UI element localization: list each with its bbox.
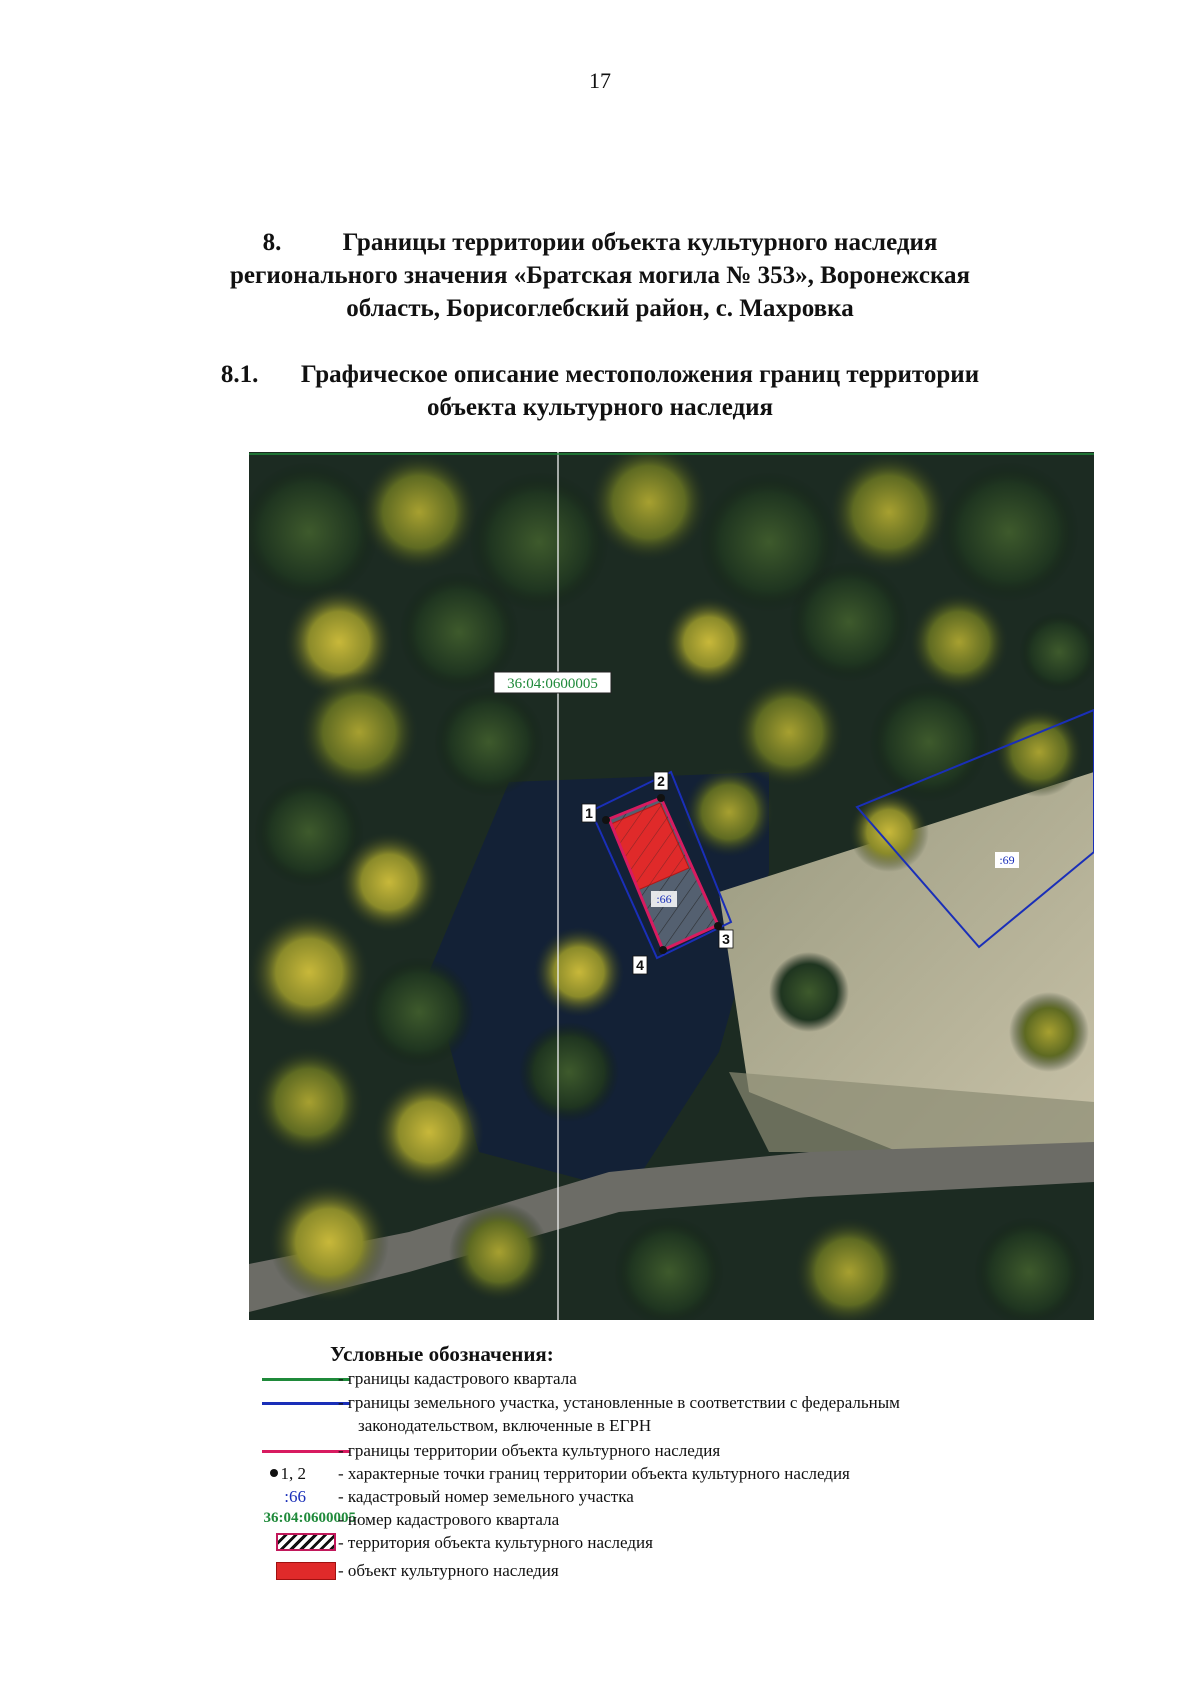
legend-title: Условные обозначения: (330, 1342, 554, 1366)
section-heading-line-1 (0, 226, 1200, 259)
green-line-icon (262, 1378, 350, 1381)
legend-symbol (180, 1509, 356, 1531)
legend-symbol-text: :66 (284, 1487, 306, 1506)
section-title-line-2: регионального значения «Братская могила № 353», Воронежская (229, 262, 970, 289)
magenta-line-icon (262, 1450, 350, 1453)
legend-symbol (180, 1368, 350, 1390)
point-dot-icon (270, 1469, 278, 1477)
legend-symbol (180, 1463, 350, 1485)
subsection-title-line-2: объекта культурного наследия (426, 394, 774, 421)
legend-text: - номер кадастрового квартала (338, 1510, 560, 1529)
legend-text: - характерные точки границ территории объекта культурного наследия (338, 1464, 850, 1483)
legend-item-quarter-boundary (180, 1368, 1080, 1390)
legend-text: - границы территории объекта культурного наследия (338, 1441, 721, 1460)
quarter-label: 36:04:0600005 (507, 676, 598, 692)
point-2-label: 2 (657, 773, 665, 789)
blue-line-icon (262, 1402, 350, 1405)
legend-text: - кадастровый номер земельного участка (338, 1487, 634, 1506)
legend-symbol-text: 1, 2 (280, 1464, 306, 1483)
parcel-69-label: :69 (999, 853, 1015, 867)
point-2-marker (657, 794, 665, 802)
legend-text: - объект культурного наследия (338, 1561, 559, 1580)
legend-item-quarter-number (180, 1509, 1080, 1531)
legend-symbol (180, 1440, 350, 1462)
red-box-icon (276, 1562, 336, 1580)
legend-item-points (180, 1463, 1080, 1485)
subsection-number: 8.1. (220, 361, 259, 388)
subsection-title-line-1: Графическое описание местоположения границ территории (300, 361, 980, 388)
legend-text-continuation: законодательством, включенные в ЕГРН (358, 1416, 652, 1435)
parcel-66-label: :66 (656, 892, 672, 906)
point-3-marker (714, 922, 722, 930)
point-1-marker (602, 816, 610, 824)
section-title-line-1: Границы территории объекта культурного наследия (342, 229, 938, 256)
section-number: 8. (262, 229, 282, 256)
legend-item-heritage-object (180, 1560, 1080, 1582)
legend-text: - территория объекта культурного наследия (338, 1533, 653, 1552)
subsection-heading (0, 358, 1200, 424)
satellite-map (249, 452, 1094, 1320)
legend-symbol (180, 1392, 350, 1414)
point-4-marker (659, 946, 667, 954)
section-title-line-3: область, Борисоглебский район, с. Махровка (346, 295, 854, 322)
point-4-label: 4 (636, 957, 644, 973)
legend-symbol (180, 1560, 350, 1582)
legend-symbol (180, 1532, 350, 1554)
legend-item-heritage-boundary (180, 1440, 1080, 1462)
hatched-box-icon (276, 1533, 336, 1551)
page-number: 17 (589, 68, 611, 93)
legend-symbol (180, 1486, 350, 1508)
legend-text: - границы кадастрового квартала (338, 1369, 577, 1388)
point-3-label: 3 (722, 931, 730, 947)
section-heading (0, 226, 1200, 325)
subsection-heading-line-1 (0, 358, 1200, 391)
legend-item-heritage-territory (180, 1532, 1080, 1554)
legend-text: - границы земельного участка, установленные в соответствии с федеральным (338, 1393, 900, 1412)
legend-item-parcel-number (180, 1486, 1080, 1508)
legend-symbol-text: 36:04:0600005 (263, 1510, 356, 1526)
legend-item-parcel-boundary (180, 1392, 1080, 1435)
point-1-label: 1 (585, 805, 593, 821)
